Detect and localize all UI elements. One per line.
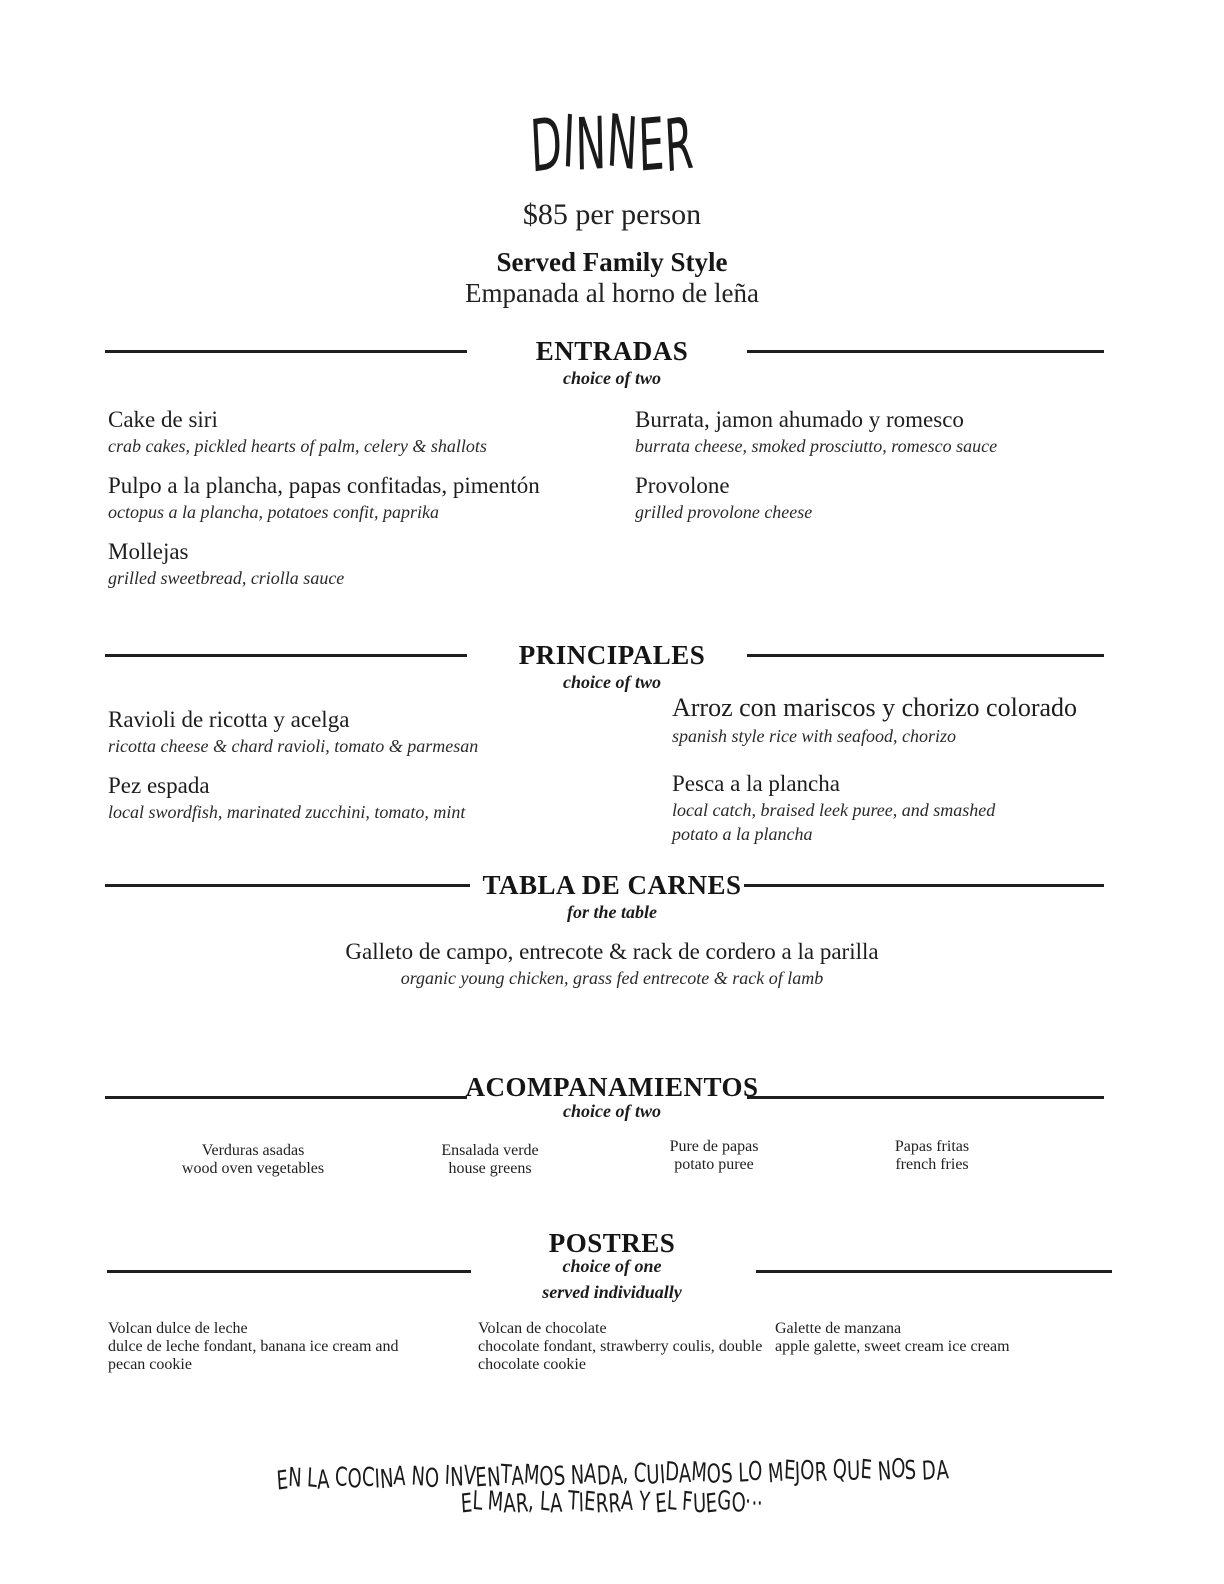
price-per-person: $85 per person [522,198,702,231]
item-description: local catch, braised leek puree, and smashed potato a la plancha [672,800,996,844]
section-note-tabla-de-carnes: for the table [567,902,657,922]
side-item [895,1138,969,1174]
divider-line [756,1270,1112,1273]
item-description: apple galette, sweet cream ice cream [775,1338,1010,1355]
section-title-principales: PRINCIPALES [518,640,706,670]
section-title-tabla-de-carnes: TABLA DE CARNES [482,870,742,900]
item-description: local swordfish, marinated zucchini, tomato, mint [108,802,466,822]
item-description: potato puree [674,1156,754,1173]
item-description: octopus a la plancha, potatoes confit, paprika [108,502,439,522]
footer-quote-line2-wrap [0,1484,1224,1520]
menu-title: DINNER [528,99,696,190]
section-note-acompanamientos: choice of two [563,1101,661,1121]
item-name: Mollejas [108,539,189,564]
dessert-item [775,1320,1010,1356]
item-name: Galleto de campo, entrecote & rack de cordero a la parilla [345,939,879,964]
item-name: Pez espada [108,773,210,798]
item-description: crab cakes, pickled hearts of palm, celery & shallots [108,436,487,456]
item-name: Arroz con mariscos y chorizo colorado [672,693,1078,722]
item-description: wood oven vegetables [181,1160,325,1177]
menu-item [672,770,1112,846]
item-name: Burrata, jamon ahumado y romesco [635,407,964,432]
section-note-postres: choice of one [562,1256,662,1276]
item-name: Pesca a la plancha [672,771,840,796]
item-name: Volcan de chocolate [478,1320,607,1337]
tabla-item [0,938,1224,990]
item-description: french fries [895,1156,969,1173]
principales-right-column [672,692,1112,860]
section-note-principales: choice of two [563,672,661,692]
item-description: house greens [448,1160,532,1177]
dessert-item [108,1320,408,1374]
entradas-left-column [108,406,648,604]
menu-item [635,406,1155,458]
item-name: Volcan dulce de leche [108,1320,248,1337]
menu-item [108,406,648,458]
section-note2-postres: served individually [542,1282,682,1302]
footer-quote-line1: EN LA COCINA NO INVENTAMOS NADA, CUIDAMOS LO MEJOR QUE NOS DA [275,1451,950,1497]
menu-item [108,472,648,524]
menu-item [108,772,628,824]
item-name: Pure de papas [669,1138,759,1155]
principales-left-column [108,706,628,838]
item-name: Galette de manzana [775,1320,902,1337]
item-name: Cake de siri [108,407,218,432]
entradas-right-column [635,406,1155,538]
item-description: ricotta cheese & chard ravioli, tomato & parmesan [108,736,479,756]
item-description: grilled sweetbread, criolla sauce [108,568,345,588]
side-item [670,1138,759,1174]
served-family-style: Served Family Style [496,247,728,277]
item-name: Provolone [635,473,730,498]
item-description: dulce de leche fondant, banana ice cream and pecan cookie [108,1338,399,1373]
item-description: spanish style rice with seafood, chorizo [672,726,956,746]
footer-quote-line1-wrap [0,1451,1224,1497]
side-item [182,1142,324,1178]
dessert-item [478,1320,768,1374]
section-title-acompanamientos: ACOMPANAMIENTOS [465,1072,759,1102]
divider-line [107,1270,471,1273]
menu-item [635,472,1155,524]
item-name: Ravioli de ricotta y acelga [108,707,350,732]
item-name: Verduras asadas [201,1142,305,1159]
item-name: Pulpo a la plancha, papas confitadas, pimentón [108,473,540,498]
footer-quote-line2: EL MAR, LA TIERRA Y EL FUEGO··· [460,1484,764,1520]
item-description: chocolate fondant, strawberry coulis, double chocolate cookie [478,1338,763,1373]
item-description: burrata cheese, smoked prosciutto, romesco sauce [635,436,998,456]
menu-item [672,692,1112,748]
item-description: organic young chicken, grass fed entrecote & rack of lamb [400,968,824,988]
menu-title-wrap [0,99,1224,190]
item-description: grilled provolone cheese [635,502,813,522]
side-item [441,1142,538,1178]
item-name: Ensalada verde [441,1142,539,1159]
section-title-postres: POSTRES [548,1228,676,1258]
menu-item [108,706,628,758]
menu-item [108,538,648,590]
section-title-entradas: ENTRADAS [535,336,689,366]
section-note-entradas: choice of two [563,368,661,388]
menu-subtitle: Empanada al horno de leña [465,278,759,308]
item-name: Papas fritas [894,1138,970,1155]
